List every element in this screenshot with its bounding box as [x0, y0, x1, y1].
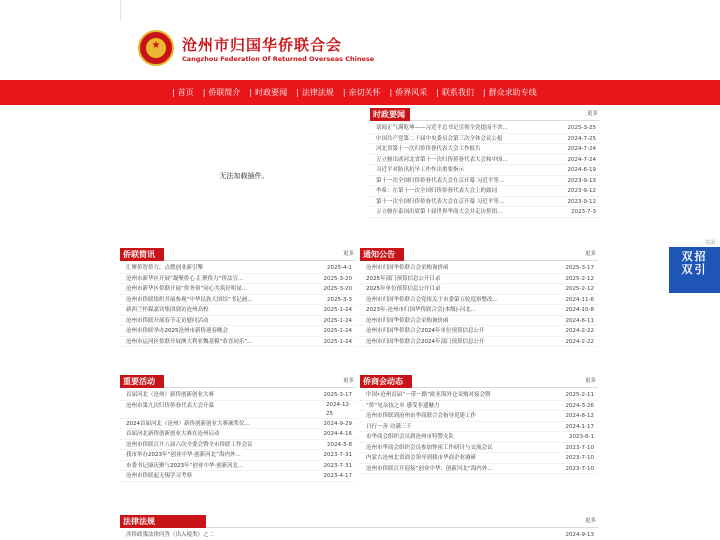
- list-item[interactable]: · 2025年单位预算信息公开目录 2025-2-12: [360, 284, 598, 295]
- nav-item-news[interactable]: | 时政要闻: [249, 88, 288, 97]
- list-item[interactable]: · 沧州市侨联到沧州市华商联合会指导党建工作 2024-8-12: [360, 411, 598, 422]
- section-dynamics-more-link[interactable]: 更多: [584, 378, 596, 384]
- section-intro-list: [120, 261, 356, 347]
- logo-star-icon: ★: [151, 40, 161, 51]
- list-item[interactable]: · 李希：在第十一次全国归侨侨眷代表大会上的致词 2023-9-12: [370, 186, 600, 197]
- section-notice-more-link[interactable]: 更多: [584, 251, 596, 257]
- section-dynamics-title[interactable]: 侨商会动态: [360, 375, 412, 388]
- list-item[interactable]: · 涉侨政策法律问答（出入境类）之二 2024-9-13: [120, 530, 598, 540]
- section-notice-header: [360, 248, 598, 261]
- list-item[interactable]: · 市华商会组织会员到沧州市特警支队 2023-8-1: [360, 432, 598, 443]
- list-item[interactable]: · 首届河北（沧州）新侨创新创业大赛 2025-3-17: [120, 390, 356, 401]
- list-item[interactable]: · 第十一次全国归侨侨眷代表大会在京开幕 习近平等... 2023-9-12: [370, 197, 600, 208]
- section-laws-list: [120, 528, 598, 540]
- section-intro-more-link[interactable]: 更多: [342, 251, 354, 257]
- list-item[interactable]: · 首届河北新侨创新创业大赛在沧州启动 2024-4-16: [120, 429, 356, 440]
- list-item[interactable]: · 沧州市新华区侨联开展“侨务领”同心共筑好明显... 2025-3-20: [120, 284, 356, 295]
- section-news-title[interactable]: 时政要闻: [370, 108, 410, 121]
- list-item[interactable]: · 新西兰怀媒嘉宾集团到访沧州高校 2025-1-24: [120, 305, 356, 316]
- list-item[interactable]: · 沧州市归国华侨联合会采购询价函 2024-6-11: [360, 316, 598, 327]
- list-item[interactable]: · 沧州市侨联召开八届六次全委会暨全市侨联工作会议 2024-3-8: [120, 440, 356, 451]
- list-item[interactable]: · 请阅正气满乾坤——习近平总书记引领全党提而不舍... 2025-3-25: [370, 123, 600, 134]
- list-item[interactable]: · 第十一次全国归侨侨眷代表大会在京开幕 习近平等... 2023-9-13: [370, 176, 600, 187]
- list-item[interactable]: · 内蒙古沧州北省商会领导到我市华商企业调研 2023-7-10: [360, 453, 598, 464]
- list-item[interactable]: · 沧州市侨联举办2025沧州市新侨迎春晚会 2025-1-24: [120, 326, 356, 337]
- nav-item-laws[interactable]: | 法律法规: [296, 88, 334, 97]
- section-notice: [360, 248, 598, 347]
- list-item[interactable]: · 沧州市侨联开展春节走访慰问活动 2025-1-24: [120, 316, 356, 327]
- section-notice-title[interactable]: 通知公告: [360, 248, 404, 261]
- list-item[interactable]: · 中国共产党第二十届中央委员会第三次全体会议公报 2024-7-25: [370, 134, 600, 145]
- list-item[interactable]: · 2024首届河北（沧州）新侨创新创业大赛颁奖仪... 2024-9-29: [120, 419, 356, 430]
- list-item[interactable]: · 沧州市第九次归侨侨眷代表大会开幕 2024-12-25: [120, 401, 356, 419]
- list-item[interactable]: · 市委书记康庆聚与2023年“创业中华·创新河北... 2023-7-31: [120, 461, 356, 472]
- list-item[interactable]: · 沧州市华商会组织会员参加钟祖工作研讨与交流会议 2023-7-10: [360, 443, 598, 454]
- nav-list: [172, 80, 546, 105]
- list-item[interactable]: · 沧州市新华区开展“凝聚侨心 汇聚侨力”侨法宣... 2025-3-20: [120, 274, 356, 285]
- list-item[interactable]: · 汇聚侨智侨力，点燃创业新引擎 2025-4-1: [120, 263, 356, 274]
- float-ad-text: [669, 250, 720, 276]
- float-ad-line1: 双招: [681, 250, 708, 263]
- section-intro-header: [120, 248, 356, 261]
- plugin-message: 无法加载插件。: [219, 171, 269, 180]
- section-events-list: [120, 388, 356, 482]
- nav-item-about[interactable]: | 侨联简介: [202, 88, 241, 97]
- section-dynamics-list: [360, 388, 598, 474]
- nav-item-home[interactable]: | 首页: [172, 88, 194, 97]
- section-events-title[interactable]: 重要活动: [120, 375, 164, 388]
- section-laws-title[interactable]: 法律法规: [120, 515, 206, 528]
- section-news-header: [370, 108, 600, 121]
- float-ad-banner[interactable]: [669, 247, 720, 293]
- section-laws-more-link[interactable]: 更多: [584, 518, 596, 524]
- list-item[interactable]: · 沧州市侨联召开迎接“创业中华、创新河北”海内外... 2023-7-10: [360, 464, 598, 475]
- list-item[interactable]: · 我市举办2023年“创业中华·创新河北”海内外... 2023-7-31: [120, 450, 356, 461]
- list-item[interactable]: · 河北省第十一次归侨侨眷代表大会工作报告 2024-7-24: [370, 144, 600, 155]
- section-dynamics-header: [360, 375, 598, 388]
- list-item[interactable]: · “侨”见杂技之乡 感受非遗魅力 2024-3-26: [360, 401, 598, 412]
- nav-item-contact[interactable]: | 联系我们: [436, 88, 474, 97]
- list-item[interactable]: · 沧州市运河区侨联开展澳大利亚魏基模“恭喜同乐”... 2025-1-24: [120, 337, 356, 348]
- plugin-placeholder: [120, 108, 368, 243]
- list-item[interactable]: · 中国•沧州首届“一带一路”欧亚海外仓采购对接会暨 2025-2-11: [360, 390, 598, 401]
- list-item[interactable]: · 习近平对防汛抗旱工作作出重要指示 2024-6-19: [370, 165, 600, 176]
- top-divider: [120, 0, 121, 20]
- section-events: [120, 375, 356, 482]
- section-dynamics: [360, 375, 598, 474]
- section-intro-title[interactable]: 侨联简讯: [120, 248, 164, 261]
- section-intro: [120, 248, 356, 347]
- section-laws: [120, 515, 598, 540]
- list-item[interactable]: · 2025年部门预算信息公开目录 2025-2-12: [360, 274, 598, 285]
- float-ad-line2: 双引: [681, 263, 708, 276]
- site-subtitle: Cangzhou Federation Of Returned Overseas Chinese: [182, 55, 375, 63]
- list-item[interactable]: · 2023年-沧州市归国华侨联合会(本级)-河北... 2024-10-8: [360, 305, 598, 316]
- section-notice-list: [360, 261, 598, 347]
- nav-item-hotline[interactable]: | 群众求助专线: [482, 88, 537, 97]
- list-item[interactable]: · 沧州市归国华侨联合会2024年单位预算信息公开 2024-2-22: [360, 326, 598, 337]
- list-item[interactable]: · 沧州市归国华侨联合会2024年部门预算信息公开 2024-2-22: [360, 337, 598, 348]
- main-navbar: [0, 80, 720, 105]
- site-title[interactable]: 沧州市归国华侨联合会: [182, 36, 343, 54]
- section-news-more-link[interactable]: 更多: [586, 111, 598, 117]
- nav-item-care[interactable]: | 亲切关怀: [342, 88, 381, 97]
- float-ad-close-button[interactable]: 关闭: [705, 240, 716, 246]
- section-news-list: [370, 121, 600, 218]
- federation-logo-icon[interactable]: [138, 30, 174, 66]
- list-item[interactable]: · 万立骏出席河北省第十一次归侨侨眷代表大会和中国... 2024-7-24: [370, 155, 600, 166]
- list-item[interactable]: · 日行一善 功满三千 2024-1-17: [360, 422, 598, 433]
- section-events-header: [120, 375, 356, 388]
- list-item[interactable]: · 沧州市侨联组织开展参观“中华民族大团结”书记画... 2025-3-3: [120, 295, 356, 306]
- section-events-more-link[interactable]: 更多: [342, 378, 354, 384]
- list-item[interactable]: · 万立骏在泰国出席第十届世界华商大会并走访侨团... 2023-7-3: [370, 207, 600, 218]
- list-item[interactable]: · 沧州市归国华侨联合会党组关于市委第五轮巡察整改... 2024-11-6: [360, 295, 598, 306]
- section-news: [370, 108, 600, 218]
- nav-item-style[interactable]: | 侨界风采: [389, 88, 428, 97]
- section-laws-header: [120, 515, 598, 528]
- list-item[interactable]: · 沧州市归国华侨联合会采购询价函 2025-3-17: [360, 263, 598, 274]
- list-item[interactable]: · 沧州市侨联起无锡学习考察 2023-4-17: [120, 471, 356, 482]
